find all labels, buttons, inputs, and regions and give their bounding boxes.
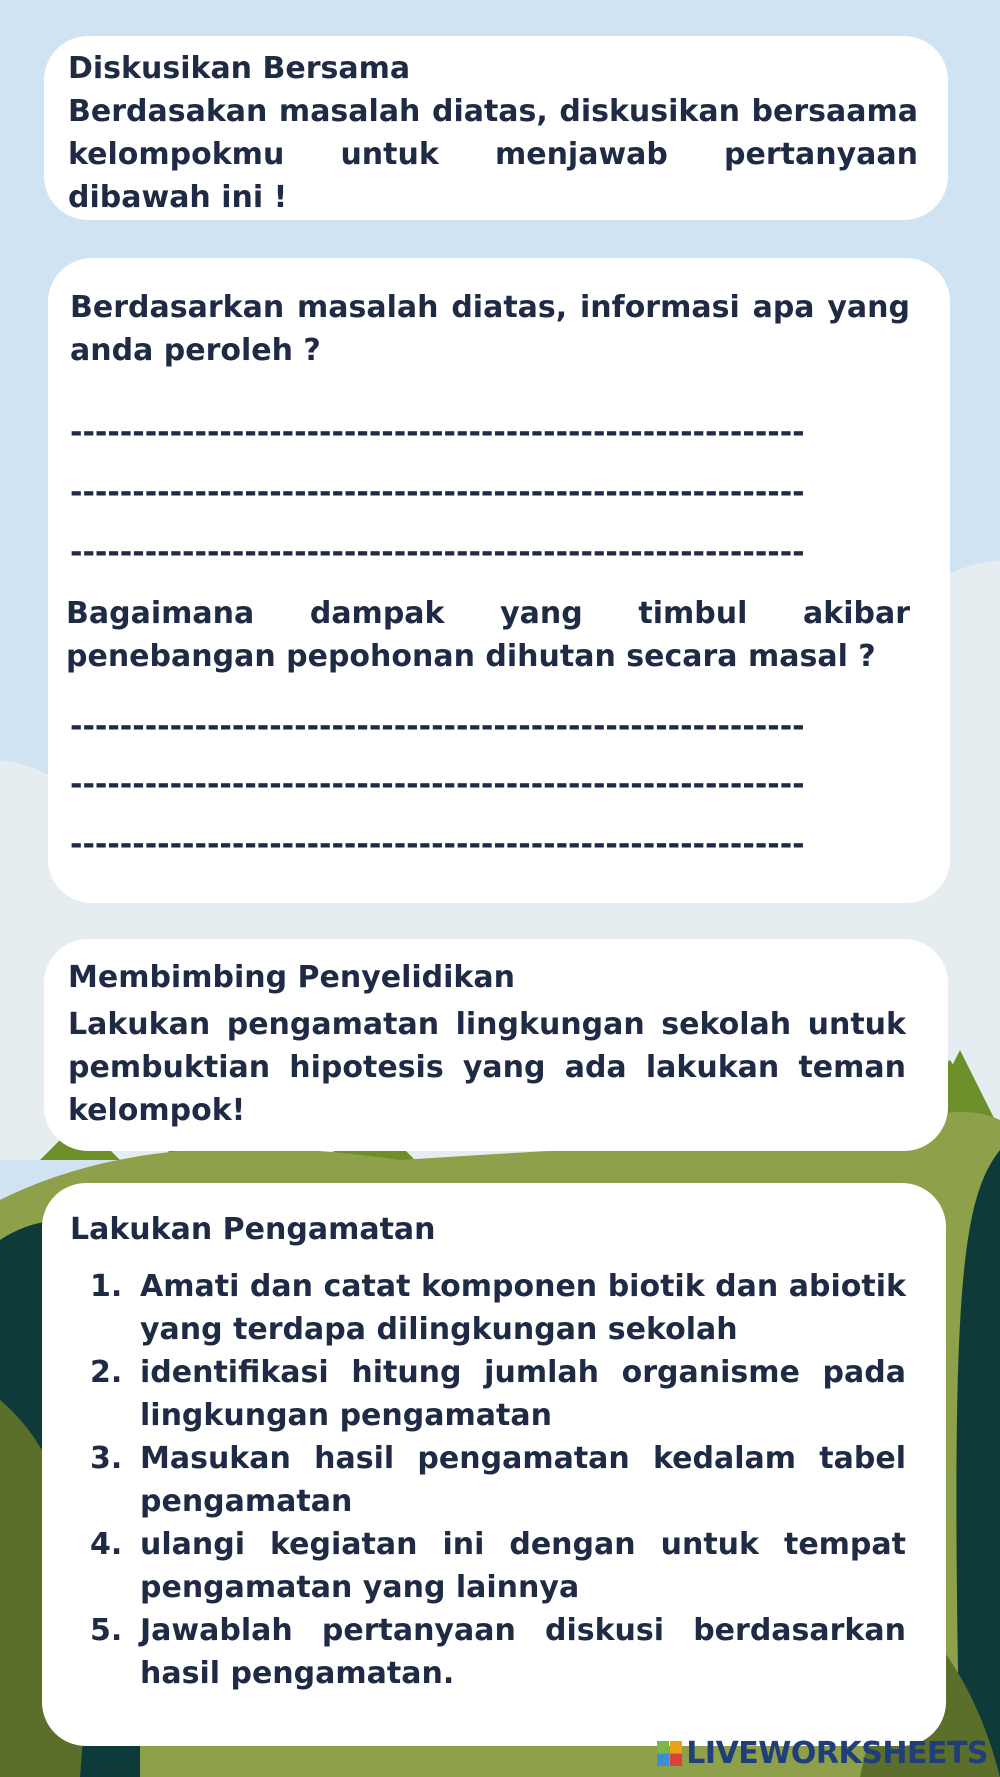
list-item: 5. Jawablah pertanyaan diskusi berdasarkan hasil pengamatan. xyxy=(90,1613,906,1691)
observation-title: Lakukan Pengamatan xyxy=(70,1212,436,1247)
question-1: Berdasarkan masalah diatas, informasi apa yang anda peroleh ? xyxy=(70,290,910,368)
observation-card xyxy=(42,1183,946,1746)
answer-line-1b[interactable]: ----------------------------------------------------------- xyxy=(70,478,805,508)
observation-steps xyxy=(90,1265,906,1695)
list-item: 1. Amati dan catat komponen biotik dan abiotik yang terdapa dilingkungan sekolah xyxy=(90,1269,906,1347)
discussion-title: Diskusikan Bersama xyxy=(68,51,411,86)
liveworksheets-logo[interactable] xyxy=(657,1736,988,1771)
question-2: Bagaimana dampak yang timbul akibar penebangan pepohonan dihutan secara masal ? xyxy=(66,596,910,674)
list-item: 2. identifikasi hitung jumlah organisme pada lingkungan pengamatan xyxy=(90,1355,906,1433)
answer-line-2a[interactable]: ----------------------------------------------------------- xyxy=(70,712,805,742)
answer-line-1a[interactable]: ----------------------------------------------------------- xyxy=(70,418,805,448)
investigation-instruction: Lakukan pengamatan lingkungan sekolah untuk pembuktian hipotesis yang ada lakukan teman kelompok! xyxy=(68,1007,906,1128)
discussion-instruction: Berdasakan masalah diatas, diskusikan bersaama kelompokmu untuk menjawab pertanyaan dibawah ini ! xyxy=(68,94,918,215)
answer-line-1c[interactable]: ----------------------------------------------------------- xyxy=(70,538,805,568)
investigation-card xyxy=(44,939,948,1151)
list-item: 3. Masukan hasil pengamatan kedalam tabel pengamatan xyxy=(90,1441,906,1519)
liveworksheets-logo-icon xyxy=(657,1741,682,1766)
brand-name: LIVEWORKSHEETS xyxy=(686,1736,988,1771)
questions-card xyxy=(48,258,950,903)
answer-line-2c[interactable]: ----------------------------------------------------------- xyxy=(70,830,805,860)
list-item: 4. ulangi kegiatan ini dengan untuk tempat pengamatan yang lainnya xyxy=(90,1527,906,1605)
answer-line-2b[interactable]: ----------------------------------------------------------- xyxy=(70,770,805,800)
investigation-title: Membimbing Penyelidikan xyxy=(68,960,515,995)
discussion-card xyxy=(44,36,948,220)
